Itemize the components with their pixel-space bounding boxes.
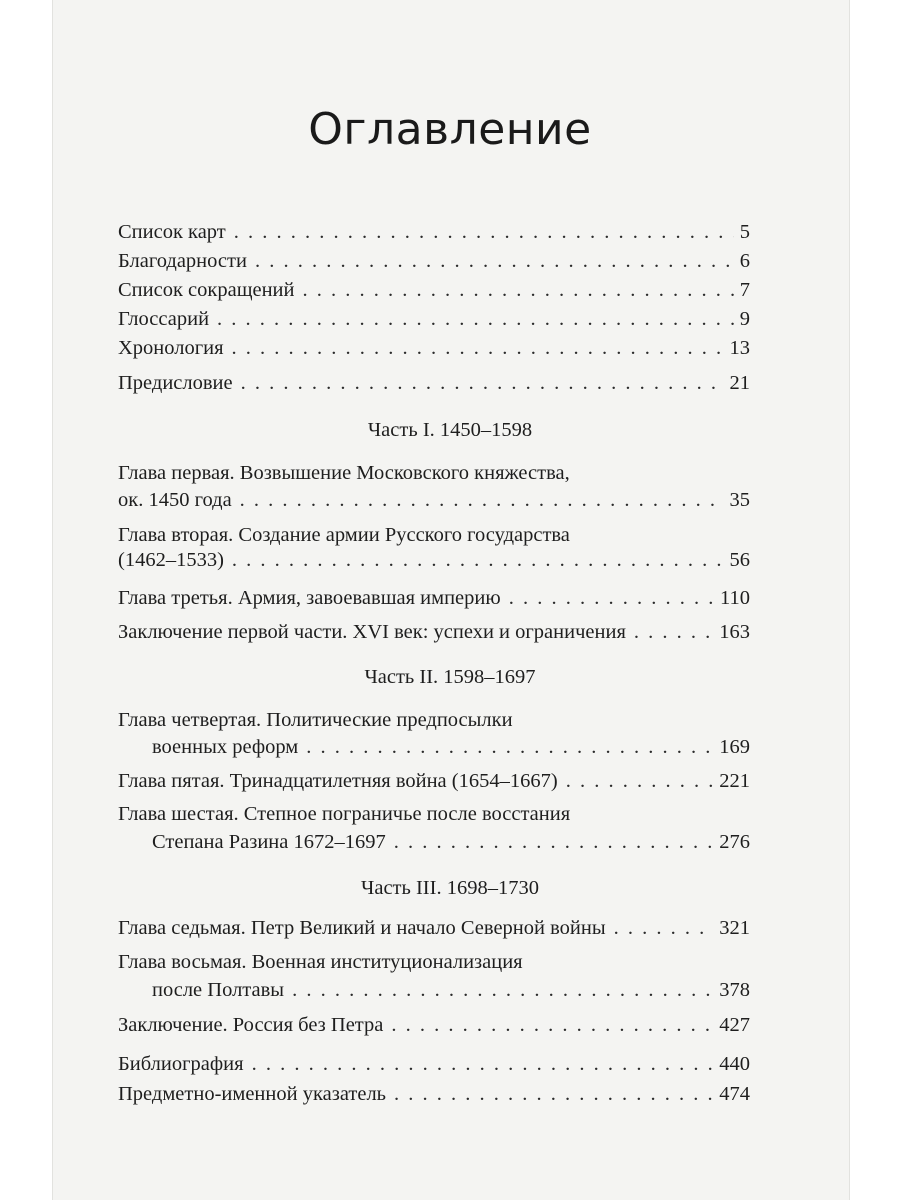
toc-entry-label: Заключение. Россия без Петра (118, 1014, 384, 1036)
toc-entry-page: 221 (719, 770, 750, 792)
toc-entry-page: 378 (719, 979, 750, 1001)
toc-entry-label: Хронология (118, 337, 224, 359)
toc-entry-page: 163 (719, 621, 750, 643)
page-title: Оглавление (308, 104, 592, 155)
toc-entry-ch5[interactable] (118, 767, 750, 795)
toc-entry-ch1[interactable] (118, 486, 750, 514)
toc-entry-label: Список карт (118, 221, 226, 243)
toc-entry-page: 169 (719, 736, 750, 758)
toc-entry-label: Глава пятая. Тринадцатилетняя война (1654–1667) (118, 770, 558, 792)
toc-entry-chronology[interactable] (118, 334, 750, 362)
toc-entry-page: 13 (729, 337, 750, 359)
toc-entry-label: после Полтавы (152, 979, 285, 1001)
toc-entry-abbreviations[interactable] (118, 276, 750, 304)
toc-entry-page: 35 (729, 489, 750, 511)
part-heading: Часть III. 1698–1730 (361, 877, 539, 899)
toc-entry-page: 440 (719, 1053, 750, 1075)
leader-dots (232, 334, 724, 362)
toc-entry-label: Библиография (118, 1053, 244, 1075)
toc-entry-ch2[interactable] (118, 546, 750, 574)
toc-entry-label: ок. 1450 года (118, 489, 232, 511)
leader-dots (252, 1050, 714, 1078)
toc-entry-acknowledgements[interactable] (118, 247, 750, 275)
toc-entry-label: Глава третья. Армия, завоевавшая империю (118, 587, 501, 609)
toc-entry-page: 5 (739, 221, 750, 243)
toc-entry-label: Предисловие (118, 372, 233, 394)
toc-entry-label: Список сокращений (118, 279, 295, 301)
leader-dots (241, 369, 724, 397)
leader-dots (394, 828, 714, 856)
leader-dots (234, 218, 734, 246)
toc-entry-glossary[interactable] (118, 305, 750, 333)
toc-entry-page: 7 (739, 279, 750, 301)
leader-dots (306, 733, 713, 761)
part-heading: Часть II. 1598–1697 (364, 666, 536, 688)
leader-dots (217, 305, 734, 333)
toc-entry-ch2-line1[interactable]: Глава вторая. Создание армии Русского государства (118, 524, 570, 546)
toc-entry-label: Глоссарий (118, 308, 210, 330)
leader-dots (391, 1011, 713, 1039)
toc-entry-maps[interactable] (118, 218, 750, 246)
leader-dots (232, 546, 724, 574)
toc-entry-part1-conclusion[interactable] (118, 618, 750, 646)
toc-entry-page: 321 (719, 917, 750, 939)
toc-entry-page: 427 (719, 1014, 750, 1036)
toc-entry-ch6-line1[interactable]: Глава шестая. Степное пограничье после восстания (118, 803, 571, 825)
toc-entry-page: 110 (720, 587, 750, 609)
toc-entry-page: 474 (719, 1083, 750, 1105)
toc-entry-page: 276 (719, 831, 750, 853)
toc-entry-page: 6 (739, 250, 750, 272)
toc-entry-ch8[interactable] (118, 976, 750, 1004)
toc-entry-page: 56 (729, 549, 750, 571)
toc-entry-preface[interactable] (118, 369, 750, 397)
leader-dots (240, 486, 724, 514)
leader-dots (566, 767, 714, 795)
toc-entry-ch7[interactable] (118, 914, 750, 942)
toc-entry-ch8-line1[interactable]: Глава восьмая. Военная институционализация (118, 951, 523, 973)
toc-entry-label: Глава седьмая. Петр Великий и начало Северной войны (118, 917, 606, 939)
toc-entry-ch6[interactable] (118, 828, 750, 856)
leader-dots (255, 247, 734, 275)
toc-entry-page: 9 (739, 308, 750, 330)
toc-entry-index[interactable] (118, 1080, 750, 1108)
toc-entry-ch1-line1[interactable]: Глава первая. Возвышение Московского княжества, (118, 462, 570, 484)
toc-entry-bibliography[interactable] (118, 1050, 750, 1078)
toc-entry-label: Предметно-именной указатель (118, 1083, 387, 1105)
toc-entry-label: Заключение первой части. XVI век: успехи и ограничения (118, 621, 626, 643)
toc-entry-label: Степана Разина 1672–1697 (152, 831, 386, 853)
toc-entry-ch3[interactable] (118, 584, 750, 612)
part-heading: Часть I. 1450–1598 (367, 419, 533, 441)
leader-dots (509, 584, 714, 612)
toc-entry-label: Благодарности (118, 250, 247, 272)
toc-entry-ch4-line1[interactable]: Глава четвертая. Политические предпосылки (118, 709, 513, 731)
toc-entry-ch4[interactable] (118, 733, 750, 761)
toc-entry-label: военных реформ (152, 736, 299, 758)
toc-entry-conclusion[interactable] (118, 1011, 750, 1039)
leader-dots (292, 976, 713, 1004)
toc-entry-label: (1462–1533) (118, 549, 224, 571)
leader-dots (394, 1080, 713, 1108)
toc-entry-page: 21 (729, 372, 750, 394)
leader-dots (634, 618, 713, 646)
leader-dots (303, 276, 734, 304)
leader-dots (614, 914, 714, 942)
